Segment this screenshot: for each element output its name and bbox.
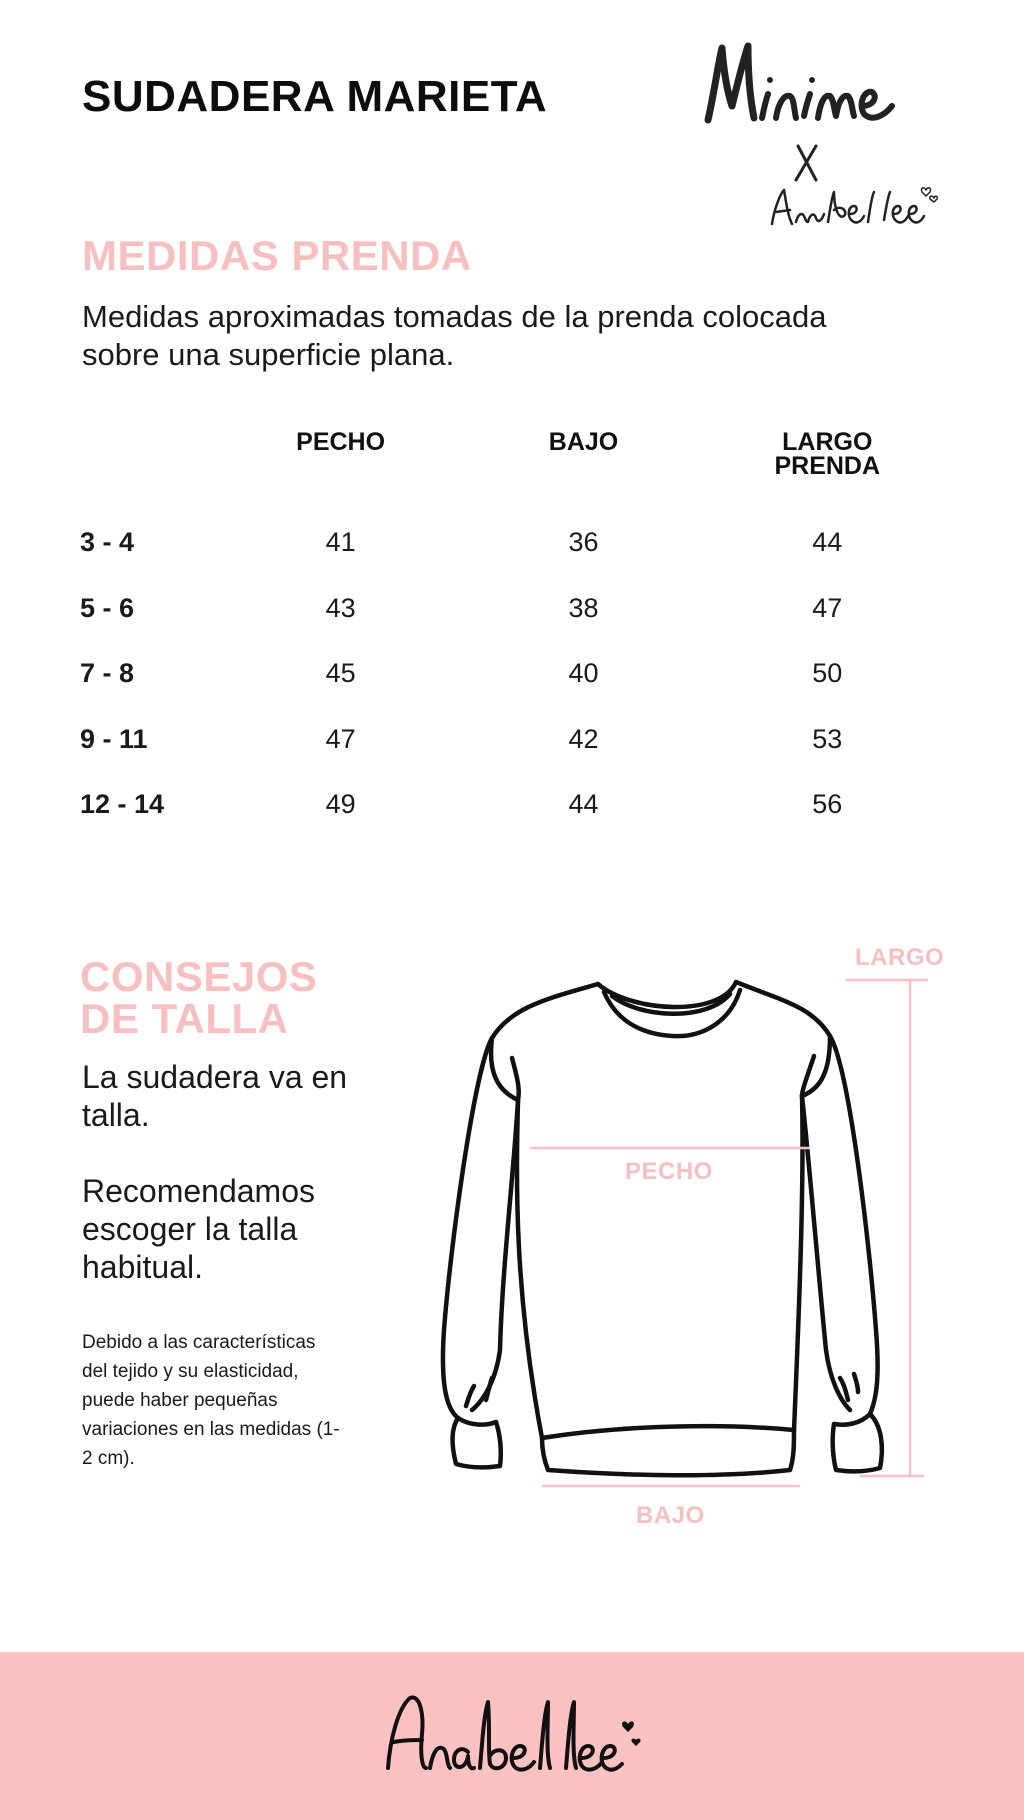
header-bajo: BAJO bbox=[548, 428, 619, 456]
table-header-row bbox=[70, 430, 950, 510]
pecho-value: 41 bbox=[325, 527, 356, 558]
table-row bbox=[70, 641, 950, 707]
tip-en-talla: La sudadera va en talla. bbox=[82, 1059, 348, 1133]
largo-value: 53 bbox=[812, 723, 843, 754]
largo-label: LARGO bbox=[855, 944, 945, 971]
largo-value: 50 bbox=[812, 658, 843, 689]
header-pecho: PECHO bbox=[296, 428, 386, 456]
anabel-lee-logo bbox=[380, 1684, 644, 1794]
minime-x-anabel-lee-logo bbox=[688, 34, 948, 234]
consejos-heading bbox=[80, 953, 400, 1042]
table-row bbox=[70, 707, 950, 773]
pecho-value: 49 bbox=[325, 789, 356, 820]
bajo-value: 42 bbox=[568, 723, 599, 754]
bajo-value: 40 bbox=[568, 658, 599, 689]
table-row bbox=[70, 772, 950, 838]
largo-value: 44 bbox=[812, 527, 843, 558]
size-label: 9 - 11 bbox=[80, 723, 148, 754]
table-row bbox=[70, 510, 950, 576]
consejos-heading-line1: CONSEJOS bbox=[80, 953, 318, 1000]
page-title: SUDADERA MARIETA bbox=[82, 72, 548, 121]
table-row bbox=[70, 576, 950, 642]
header-largo-line2: PRENDA bbox=[774, 452, 881, 480]
medidas-intro: Medidas aproximadas tomadas de la prenda colocada sobre una superficie plana. bbox=[82, 299, 827, 372]
header-largo-prenda bbox=[705, 430, 950, 510]
size-label: 7 - 8 bbox=[80, 658, 135, 689]
tip-talla-habitual: Recomendamos escoger la talla habitual. bbox=[82, 1173, 315, 1285]
sweatshirt-outline bbox=[443, 982, 882, 1475]
pecho-value: 45 bbox=[325, 658, 356, 689]
size-table bbox=[70, 430, 950, 838]
bajo-value: 36 bbox=[568, 527, 599, 558]
bajo-value: 44 bbox=[568, 789, 599, 820]
sweatshirt-diagram bbox=[430, 930, 1024, 1540]
consejos-heading-line2: DE TALLA bbox=[80, 995, 289, 1042]
medidas-heading: MEDIDAS PRENDA bbox=[82, 232, 472, 279]
header-largo-line1: LARGO bbox=[782, 428, 873, 456]
size-label: 12 - 14 bbox=[80, 789, 165, 820]
header-size bbox=[70, 430, 219, 510]
pecho-value: 47 bbox=[325, 723, 356, 754]
pecho-label: PECHO bbox=[625, 1158, 713, 1185]
size-label: 5 - 6 bbox=[80, 592, 135, 623]
size-label: 3 - 4 bbox=[80, 527, 135, 558]
pecho-value: 43 bbox=[325, 592, 356, 623]
largo-value: 47 bbox=[812, 592, 843, 623]
elasticity-note: Debido a las características del tejido y su elasticidad, puede haber pequeñas variaciones en las medidas (1-2 cm). bbox=[82, 1332, 340, 1469]
bajo-label: BAJO bbox=[636, 1502, 705, 1529]
bajo-value: 38 bbox=[568, 592, 599, 623]
largo-value: 56 bbox=[812, 789, 843, 820]
